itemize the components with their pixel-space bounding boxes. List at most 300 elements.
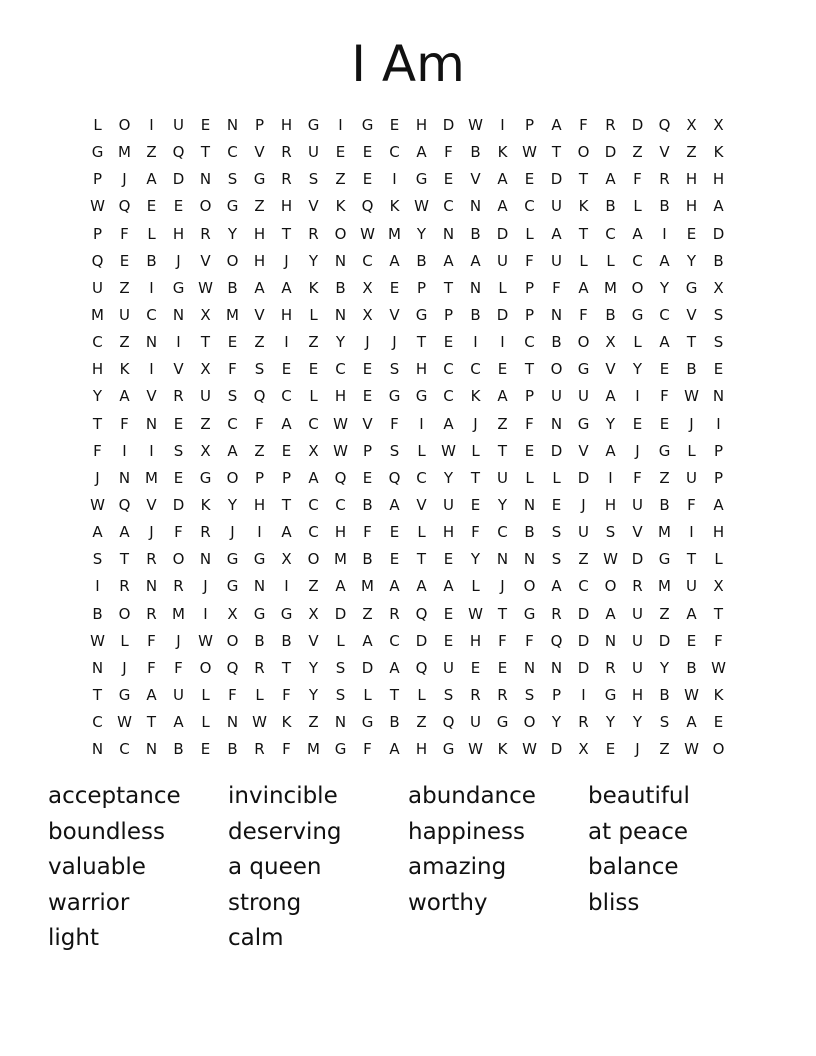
grid-cell: E — [281, 360, 292, 379]
grid-cell: Q — [91, 251, 104, 270]
grid-cell: A — [443, 414, 454, 433]
grid-cell: S — [524, 686, 535, 705]
grid-cell: N — [604, 631, 617, 650]
grid-row — [84, 166, 732, 193]
grid-cell: Z — [308, 713, 319, 732]
grid-row — [84, 139, 732, 166]
grid-cell: J — [176, 251, 181, 270]
grid-cell: U — [551, 251, 562, 270]
word-list-item: beautiful — [588, 783, 690, 809]
grid-cell: K — [200, 496, 211, 515]
grid-cell: G — [577, 414, 590, 433]
grid-cell: W — [333, 441, 348, 460]
grid-cell: Q — [361, 197, 374, 216]
grid-cell: A — [443, 577, 454, 596]
grid-cell: Q — [415, 604, 428, 623]
grid-cell: E — [389, 523, 400, 542]
grid-cell: E — [470, 658, 481, 677]
grid-cell: F — [120, 414, 129, 433]
grid-cell: Z — [416, 713, 427, 732]
grid-cell: W — [90, 631, 105, 650]
grid-cell: S — [308, 170, 319, 189]
grid-cell: K — [335, 197, 346, 216]
grid-cell: C — [308, 496, 319, 515]
grid-cell: Z — [308, 577, 319, 596]
word-list-item: at peace — [588, 818, 689, 845]
grid-cell: I — [122, 441, 127, 460]
grid-cell: Y — [227, 496, 238, 515]
grid-cell: A — [389, 496, 400, 515]
grid-cell: T — [92, 414, 103, 433]
grid-cell: E — [335, 143, 346, 162]
grid-cell: F — [525, 414, 534, 433]
grid-cell: N — [145, 414, 158, 433]
grid-cell: I — [473, 333, 478, 352]
grid-cell: U — [632, 496, 643, 515]
grid-cell: F — [174, 523, 183, 542]
grid-cell: J — [635, 441, 640, 460]
grid-cell: B — [659, 496, 670, 515]
grid-cell: L — [336, 631, 345, 650]
grid-cell: G — [226, 197, 239, 216]
grid-cell: U — [200, 387, 211, 406]
grid-cell: U — [551, 387, 562, 406]
grid-cell: P — [524, 387, 535, 406]
grid-cell: E — [443, 604, 454, 623]
grid-cell: B — [686, 658, 697, 677]
word-list-item: strong — [228, 889, 302, 916]
grid-cell: G — [199, 468, 212, 487]
grid-cell: L — [498, 278, 507, 297]
grid-cell: E — [713, 713, 724, 732]
grid-cell: F — [714, 631, 723, 650]
grid-cell: E — [551, 496, 562, 515]
grid-cell: M — [658, 523, 671, 542]
grid-cell: H — [334, 387, 347, 406]
grid-cell: J — [95, 468, 100, 487]
grid-cell: E — [119, 251, 130, 270]
grid-cell: B — [416, 251, 427, 270]
grid-cell: D — [604, 143, 617, 162]
grid-row — [84, 573, 732, 600]
grid-cell: O — [550, 360, 563, 379]
grid-cell: J — [230, 523, 235, 542]
grid-cell: O — [118, 604, 131, 623]
grid-cell: L — [255, 686, 264, 705]
grid-cell: V — [200, 251, 211, 270]
grid-cell: W — [684, 387, 699, 406]
grid-cell: G — [415, 387, 428, 406]
grid-cell: V — [659, 143, 670, 162]
word-list-item: bliss — [588, 889, 640, 916]
grid-row — [84, 655, 732, 682]
grid-cell: F — [444, 143, 453, 162]
grid-cell: Q — [226, 658, 239, 677]
grid-cell: B — [470, 306, 481, 325]
grid-cell: L — [525, 224, 534, 243]
grid-cell: T — [119, 550, 130, 569]
grid-cell: W — [684, 686, 699, 705]
grid-cell: V — [146, 387, 157, 406]
grid-cell: T — [686, 550, 697, 569]
grid-cell: V — [578, 441, 589, 460]
grid-cell: L — [309, 306, 318, 325]
grid-cell: M — [658, 577, 671, 596]
word-list-item: boundless — [48, 818, 165, 845]
grid-cell: B — [659, 197, 670, 216]
grid-cell: P — [416, 278, 427, 297]
grid-cell: A — [254, 278, 265, 297]
grid-cell: W — [468, 740, 483, 759]
grid-cell: N — [199, 170, 212, 189]
grid-cell: H — [280, 197, 293, 216]
grid-cell: Y — [686, 251, 697, 270]
grid-cell: C — [389, 143, 400, 162]
grid-cell: O — [631, 278, 644, 297]
grid-cell: A — [497, 170, 508, 189]
word-list-item: balance — [588, 854, 679, 880]
grid-cell: C — [659, 306, 670, 325]
grid-cell: Q — [172, 143, 185, 162]
grid-cell: T — [92, 686, 103, 705]
grid-cell: D — [550, 740, 563, 759]
grid-cell: K — [389, 197, 400, 216]
grid-cell: I — [284, 577, 289, 596]
grid-cell: Y — [659, 658, 670, 677]
grid-row — [84, 682, 732, 709]
grid-cell: U — [632, 631, 643, 650]
grid-cell: H — [712, 523, 725, 542]
grid-cell: D — [172, 170, 185, 189]
grid-cell: F — [93, 441, 102, 460]
grid-cell: A — [497, 197, 508, 216]
grid-cell: O — [577, 143, 590, 162]
grid-cell: F — [390, 414, 399, 433]
grid-cell: L — [201, 713, 210, 732]
grid-row — [84, 519, 732, 546]
grid-cell: E — [173, 197, 184, 216]
grid-cell: A — [146, 170, 157, 189]
grid-cell: G — [496, 713, 509, 732]
grid-cell: T — [281, 658, 292, 677]
grid-cell: W — [414, 197, 429, 216]
grid-cell: S — [551, 550, 562, 569]
grid-cell: A — [416, 143, 427, 162]
grid-cell: G — [226, 550, 239, 569]
grid-cell: Y — [227, 224, 238, 243]
grid-cell: W — [360, 224, 375, 243]
grid-cell: U — [173, 686, 184, 705]
grid-cell: J — [392, 333, 397, 352]
grid-cell: E — [524, 170, 535, 189]
grid-cell: Z — [578, 550, 589, 569]
grid-cell: F — [255, 414, 264, 433]
grid-cell: B — [335, 278, 346, 297]
grid-cell: O — [118, 116, 131, 135]
grid-cell: O — [226, 251, 239, 270]
grid-cell: D — [631, 550, 644, 569]
grid-cell: Z — [200, 414, 211, 433]
grid-cell: W — [711, 658, 726, 677]
grid-cell: X — [308, 441, 319, 460]
grid-row — [84, 628, 732, 655]
grid-row — [84, 356, 732, 383]
grid-cell: F — [579, 116, 588, 135]
grid-cell: V — [254, 143, 265, 162]
grid-cell: F — [228, 686, 237, 705]
grid-cell: L — [552, 468, 561, 487]
grid-cell: M — [172, 604, 185, 623]
grid-cell: E — [470, 496, 481, 515]
grid-cell: F — [660, 387, 669, 406]
grid-cell: W — [333, 414, 348, 433]
grid-cell: P — [443, 306, 454, 325]
grid-cell: F — [120, 224, 129, 243]
grid-cell: W — [468, 604, 483, 623]
grid-cell: T — [470, 468, 481, 487]
grid-cell: K — [713, 686, 724, 705]
grid-cell: I — [149, 116, 154, 135]
grid-cell: A — [605, 170, 616, 189]
grid-cell: Y — [551, 713, 562, 732]
grid-cell: L — [363, 686, 372, 705]
grid-cell: C — [524, 333, 535, 352]
grid-cell: H — [253, 251, 266, 270]
grid-cell: K — [713, 143, 724, 162]
grid-cell: Z — [254, 197, 265, 216]
grid-cell: F — [174, 658, 183, 677]
grid-cell: Z — [308, 333, 319, 352]
grid-cell: X — [308, 604, 319, 623]
grid-cell: R — [659, 170, 670, 189]
grid-cell: D — [415, 631, 428, 650]
grid-cell: A — [119, 387, 130, 406]
grid-cell: N — [145, 333, 158, 352]
grid-cell: K — [497, 740, 508, 759]
grid-cell: Y — [308, 658, 319, 677]
grid-cell: B — [227, 740, 238, 759]
grid-cell: V — [632, 523, 643, 542]
grid-cell: D — [712, 224, 725, 243]
grid-cell: E — [443, 170, 454, 189]
grid-cell: L — [120, 631, 129, 650]
grid-cell: N — [91, 740, 104, 759]
grid-cell: Q — [442, 713, 455, 732]
grid-cell: C — [362, 251, 373, 270]
grid-cell: T — [578, 224, 589, 243]
grid-cell: Y — [497, 496, 508, 515]
grid-cell: D — [550, 170, 563, 189]
grid-cell: A — [659, 333, 670, 352]
grid-cell: X — [227, 604, 238, 623]
grid-cell: Z — [659, 468, 670, 487]
grid-cell: U — [443, 496, 454, 515]
grid-cell: N — [550, 306, 563, 325]
grid-cell: E — [686, 631, 697, 650]
grid-cell: P — [92, 224, 103, 243]
word-list-item: acceptance — [48, 783, 181, 809]
grid-cell: Y — [632, 360, 643, 379]
grid-cell: X — [281, 550, 292, 569]
grid-cell: N — [523, 496, 536, 515]
grid-cell: L — [147, 224, 156, 243]
grid-cell: E — [497, 658, 508, 677]
puzzle-title: I Am — [351, 35, 465, 93]
grid-row — [84, 465, 732, 492]
grid-cell: O — [712, 740, 725, 759]
grid-cell: K — [119, 360, 130, 379]
grid-cell: C — [227, 143, 238, 162]
grid-cell: X — [578, 740, 589, 759]
grid-cell: W — [90, 197, 105, 216]
grid-cell: W — [198, 278, 213, 297]
grid-cell: Y — [470, 550, 481, 569]
word-list-item: abundance — [408, 783, 536, 809]
grid-cell: R — [119, 577, 130, 596]
grid-cell: B — [254, 631, 265, 650]
grid-cell: S — [227, 170, 238, 189]
grid-cell: Q — [118, 197, 131, 216]
grid-cell: C — [524, 197, 535, 216]
grid-cell: N — [145, 577, 158, 596]
grid-cell: X — [200, 306, 211, 325]
grid-cell: B — [92, 604, 103, 623]
grid-cell: U — [119, 306, 130, 325]
grid-cell: G — [253, 604, 266, 623]
grid-cell: C — [146, 306, 157, 325]
grid-cell: O — [307, 550, 320, 569]
grid-cell: G — [361, 713, 374, 732]
grid-cell: O — [172, 550, 185, 569]
grid-cell: R — [281, 170, 292, 189]
word-list-item: valuable — [48, 854, 146, 880]
grid-cell: D — [658, 631, 671, 650]
grid-cell: Y — [659, 278, 670, 297]
grid-cell: M — [307, 740, 320, 759]
grid-cell: X — [713, 278, 724, 297]
grid-row — [84, 383, 732, 410]
grid-cell: F — [525, 631, 534, 650]
grid-cell: G — [91, 143, 104, 162]
grid-cell: S — [173, 441, 184, 460]
grid-cell: A — [173, 713, 184, 732]
grid-cell: I — [95, 577, 100, 596]
grid-cell: B — [470, 143, 481, 162]
grid-cell: F — [579, 306, 588, 325]
grid-cell: O — [199, 197, 212, 216]
grid-cell: E — [524, 441, 535, 460]
grid-cell: D — [172, 496, 185, 515]
grid-cell: I — [203, 604, 208, 623]
grid-cell: G — [226, 577, 239, 596]
grid-cell: A — [443, 251, 454, 270]
grid-cell: G — [253, 170, 266, 189]
grid-cell: X — [713, 577, 724, 596]
grid-cell: L — [417, 523, 426, 542]
grid-cell: Y — [443, 468, 454, 487]
grid-cell: Z — [254, 441, 265, 460]
grid-cell: A — [389, 658, 400, 677]
grid-cell: R — [632, 577, 643, 596]
grid-cell: F — [498, 631, 507, 650]
grid-cell: V — [686, 306, 697, 325]
grid-cell: T — [524, 360, 535, 379]
grid-cell: L — [687, 441, 696, 460]
grid-cell: R — [281, 143, 292, 162]
grid-cell: C — [92, 333, 103, 352]
grid-cell: K — [497, 143, 508, 162]
grid-cell: U — [308, 143, 319, 162]
grid-cell: F — [552, 278, 561, 297]
grid-cell: V — [308, 197, 319, 216]
grid-cell: Z — [254, 333, 265, 352]
grid-cell: H — [712, 170, 725, 189]
grid-cell: W — [198, 631, 213, 650]
grid-cell: C — [443, 387, 454, 406]
grid-cell: D — [631, 116, 644, 135]
grid-cell: T — [200, 333, 211, 352]
grid-cell: E — [605, 740, 616, 759]
grid-cell: H — [469, 631, 482, 650]
grid-cell: N — [469, 197, 482, 216]
grid-cell: M — [388, 224, 401, 243]
grid-cell: V — [470, 170, 481, 189]
grid-cell: E — [443, 631, 454, 650]
grid-cell: L — [714, 550, 723, 569]
grid-cell: S — [659, 713, 670, 732]
grid-cell: D — [496, 306, 509, 325]
grid-cell: Z — [497, 414, 508, 433]
word-list-item: deserving — [228, 818, 342, 845]
grid-cell: Y — [416, 224, 427, 243]
grid-cell: T — [281, 496, 292, 515]
grid-cell: I — [716, 414, 721, 433]
grid-cell: O — [523, 713, 536, 732]
grid-cell: A — [92, 523, 103, 542]
grid-cell: Y — [92, 387, 103, 406]
grid-cell: L — [201, 686, 210, 705]
grid-cell: E — [173, 468, 184, 487]
grid-row — [84, 248, 732, 275]
grid-cell: P — [524, 116, 535, 135]
grid-cell: P — [524, 278, 535, 297]
grid-row — [84, 601, 732, 628]
grid-cell: B — [389, 713, 400, 732]
grid-row — [84, 193, 732, 220]
grid-cell: J — [203, 577, 208, 596]
grid-cell: A — [713, 496, 724, 515]
grid-cell: C — [281, 387, 292, 406]
grid-cell: J — [635, 740, 640, 759]
grid-cell: A — [119, 523, 130, 542]
grid-cell: F — [282, 740, 291, 759]
grid-cell: E — [659, 414, 670, 433]
grid-cell: I — [608, 468, 613, 487]
grid-cell: K — [308, 278, 319, 297]
grid-cell: N — [550, 658, 563, 677]
grid-cell: E — [659, 360, 670, 379]
grid-cell: W — [252, 713, 267, 732]
grid-cell: R — [146, 550, 157, 569]
grid-cell: Q — [415, 658, 428, 677]
grid-cell: N — [226, 116, 239, 135]
grid-cell: W — [603, 550, 618, 569]
grid-cell: L — [633, 333, 642, 352]
grid-cell: S — [254, 360, 265, 379]
grid-cell: Z — [119, 278, 130, 297]
grid-cell: T — [416, 333, 427, 352]
grid-cell: R — [497, 686, 508, 705]
